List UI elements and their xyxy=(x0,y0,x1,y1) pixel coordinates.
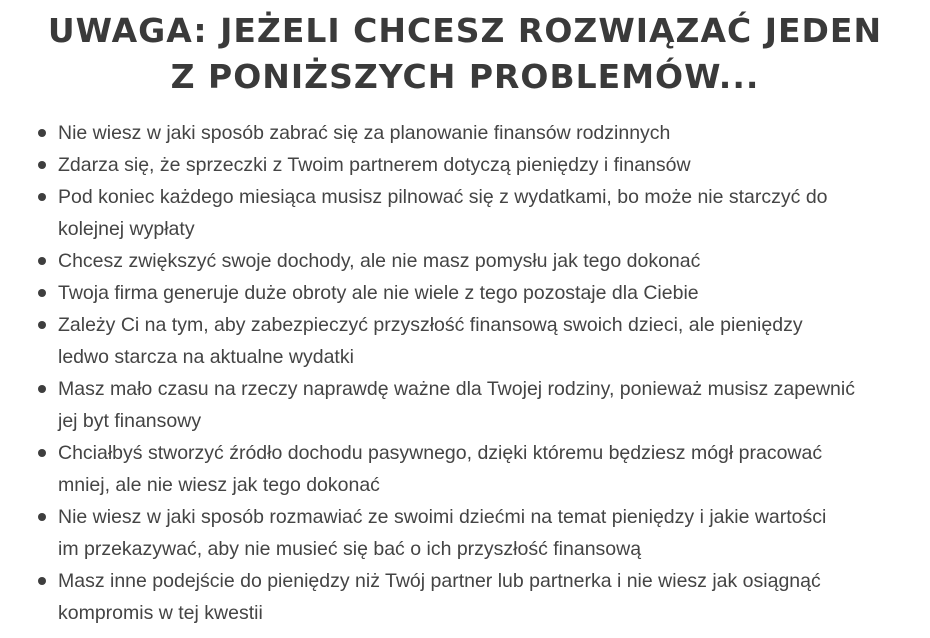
list-item xyxy=(0,309,930,373)
bullet-icon xyxy=(38,257,46,265)
bullet-icon xyxy=(38,289,46,297)
list-item-text: Chcesz zwiększyć swoje dochody, ale nie masz pomysłu jak tego dokonać xyxy=(58,250,701,272)
list-item xyxy=(0,437,930,501)
list-item-text: kompromis w tej kwestii xyxy=(58,602,263,624)
list-item xyxy=(0,277,930,309)
list-item-text: Masz mało czasu na rzeczy naprawdę ważne dla Twojej rodziny, ponieważ musisz zapewnić xyxy=(58,378,855,400)
heading-line-1: UWAGA: JEŻELI CHCESZ ROZWIĄZAĆ JEDEN xyxy=(47,11,883,50)
list-item-text: Masz inne podejście do pieniędzy niż Twój partner lub partnerka i nie wiesz jak osiągnąć xyxy=(58,570,821,592)
bullet-icon xyxy=(38,513,46,521)
page-heading xyxy=(0,8,930,100)
bullet-icon xyxy=(38,321,46,329)
bullet-icon xyxy=(38,577,46,585)
list-item xyxy=(0,181,930,245)
list-item-text: ledwo starcza na aktualne wydatki xyxy=(58,346,354,368)
list-item xyxy=(0,373,930,437)
bullet-icon xyxy=(38,449,46,457)
bullet-icon xyxy=(38,193,46,201)
list-item-text: im przekazywać, aby nie musieć się bać o ich przyszłość finansową xyxy=(58,538,642,560)
list-item xyxy=(0,117,930,149)
list-item-text: kolejnej wypłaty xyxy=(58,218,195,240)
list-item-text: Twoja firma generuje duże obroty ale nie wiele z tego pozostaje dla Ciebie xyxy=(58,282,699,304)
list-item xyxy=(0,245,930,277)
list-item-text: Nie wiesz w jaki sposób zabrać się za planowanie finansów rodzinnych xyxy=(58,122,671,144)
list-item-text: jej byt finansowy xyxy=(58,410,202,432)
list-item-text: mniej, ale nie wiesz jak tego dokonać xyxy=(58,474,380,496)
list-item-text: Zależy Ci na tym, aby zabezpieczyć przyszłość finansową swoich dzieci, ale pieniędzy xyxy=(58,314,803,336)
list-item-text: Zdarza się, że sprzeczki z Twoim partnerem dotyczą pieniędzy i finansów xyxy=(58,154,691,176)
list-item xyxy=(0,149,930,181)
list-item xyxy=(0,565,930,629)
list-item xyxy=(0,501,930,565)
problem-list xyxy=(0,117,930,629)
heading-line-2: Z PONIŻSZYCH PROBLEMÓW... xyxy=(170,57,760,96)
list-item-text: Nie wiesz w jaki sposób rozmawiać ze swoimi dziećmi na temat pieniędzy i jakie wartości xyxy=(58,506,827,528)
list-item-text: Chciałbyś stworzyć źródło dochodu pasywnego, dzięki któremu będziesz mógł pracować xyxy=(58,442,823,464)
bullet-icon xyxy=(38,129,46,137)
bullet-icon xyxy=(38,385,46,393)
bullet-icon xyxy=(38,161,46,169)
list-item-text: Pod koniec każdego miesiąca musisz pilnować się z wydatkami, bo może nie starczyć do xyxy=(58,186,828,208)
